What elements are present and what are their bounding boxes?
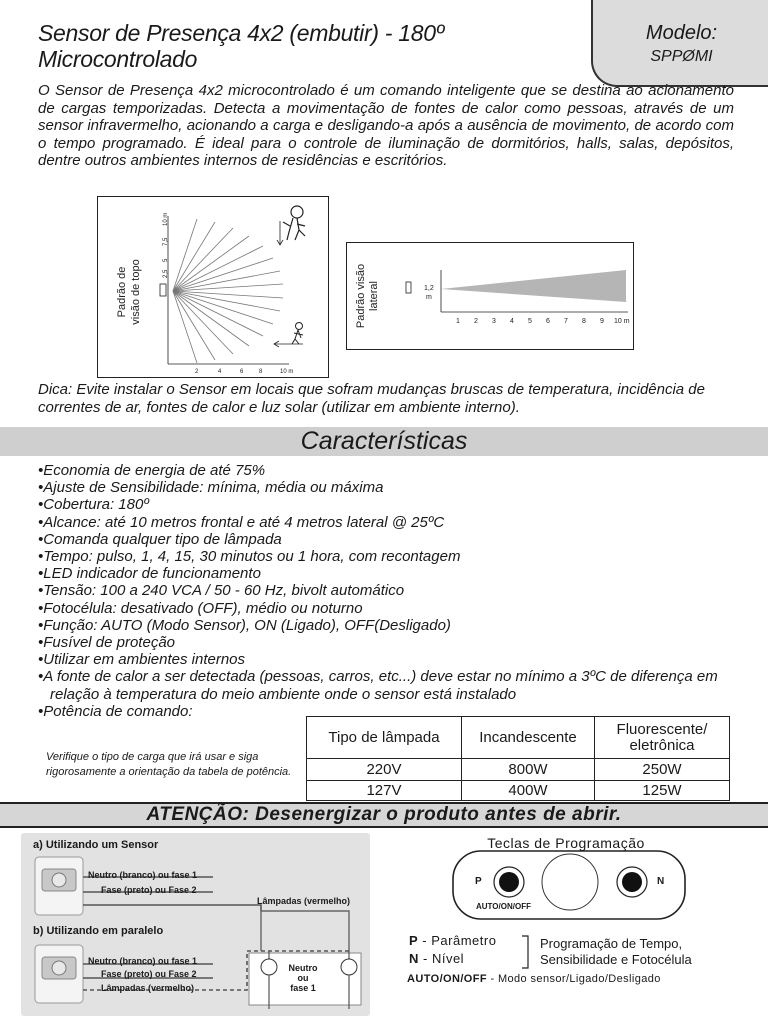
auto-mode-legend bbox=[407, 973, 661, 985]
model-box bbox=[591, 0, 768, 87]
feature-item: • Alcance: até 10 metros frontal e até 4 metros lateral @ 25ºC bbox=[38, 514, 748, 531]
feature-item: • Potência de comando: bbox=[38, 703, 748, 720]
neutral-box-label bbox=[279, 963, 327, 993]
height-unit: m bbox=[426, 294, 432, 301]
section-bar bbox=[0, 427, 768, 456]
table-header-row bbox=[307, 717, 730, 759]
x-tick: 2 bbox=[195, 369, 199, 375]
top-view-label-2: visão de topo bbox=[130, 259, 142, 325]
programming-title: Teclas de Programação bbox=[487, 835, 645, 851]
sensor-device-icon bbox=[35, 857, 83, 915]
wiring-panel bbox=[21, 833, 370, 1016]
legend-desc-line: Programação de Tempo, bbox=[540, 936, 683, 951]
key-p-label: P bbox=[475, 876, 482, 887]
tip-paragraph: Dica: Evite instalar o Sensor em locais que sofram mudanças bruscas de temperatura, incidência de correntes de ar, fontes de calor e luz solar (utilizar em ambiente interno). bbox=[38, 381, 705, 416]
table-cell: 250W bbox=[595, 759, 730, 781]
box-label-line: Neutro bbox=[288, 963, 318, 973]
feature-item: • Fusível de proteção bbox=[38, 634, 748, 651]
height-value: 1,2 bbox=[424, 285, 434, 292]
feature-item: • Comanda qualquer tipo de lâmpada bbox=[38, 531, 748, 548]
feature-item: • Economia de energia de até 75% bbox=[38, 462, 748, 479]
title-line-2: Microcontrolado bbox=[38, 46, 198, 72]
x-tick: 5 bbox=[528, 318, 532, 325]
x-tick: 4 bbox=[218, 369, 222, 375]
feature-item: • Função: AUTO (Modo Sensor), ON (Ligado), OFF(Desligado) bbox=[38, 617, 748, 634]
wire-label: Neutro (branco) ou fase 1 bbox=[88, 956, 198, 966]
auto-key: AUTO/ON/OFF bbox=[407, 973, 487, 985]
feature-item: • Cobertura: 180º bbox=[38, 496, 748, 513]
model-label: Modelo: bbox=[645, 22, 718, 44]
table-cell: 127V bbox=[307, 781, 462, 801]
x-tick: 6 bbox=[546, 318, 550, 325]
wire-label: Fase (preto) ou Fase 2 bbox=[101, 885, 197, 895]
x-tick: 10 m bbox=[614, 318, 630, 325]
table-header: Fluorescente/ eletrônica bbox=[595, 717, 730, 759]
wiring-title-b: b) Utilizando em paralelo bbox=[33, 925, 164, 937]
wiring-title-a: a) Utilizando um Sensor bbox=[33, 839, 159, 851]
feature-item: • LED indicador de funcionamento bbox=[38, 565, 748, 582]
wire-label: Lâmpadas (vermelho) bbox=[257, 896, 351, 906]
x-tick: 4 bbox=[510, 318, 514, 325]
side-view-label-1: Padrão visão bbox=[355, 263, 367, 329]
top-view-diagram bbox=[97, 196, 329, 378]
x-tick: 10 m bbox=[280, 369, 294, 375]
table-cell: 125W bbox=[595, 781, 730, 801]
key-n-label: N bbox=[657, 876, 665, 887]
feature-item: • A fonte de calor a ser detectada (pessoas, carros, etc...) deve estar no mínimo a 3ºC de diferença em relação à temperatura do meio ambiente onde o sensor está instalado bbox=[38, 668, 748, 702]
x-tick: 2 bbox=[474, 318, 478, 325]
led-window bbox=[542, 854, 598, 910]
y-tick: 7,5 bbox=[163, 237, 169, 246]
legend-n-text: - Nível bbox=[423, 951, 465, 966]
table-header: Incandescente bbox=[462, 717, 595, 759]
x-tick: 1 bbox=[456, 318, 460, 325]
side-view-diagram bbox=[346, 242, 634, 350]
warning-text: ATENÇÃO: Desenergizar o produto antes de abrir. bbox=[146, 804, 622, 825]
sensor-device-icon bbox=[35, 945, 83, 1003]
table-row bbox=[307, 781, 730, 801]
legend-n bbox=[409, 951, 464, 966]
side-view-label-2: lateral bbox=[368, 281, 380, 311]
x-tick: 9 bbox=[600, 318, 604, 325]
feature-item: • Tensão: 100 a 240 VCA / 50 - 60 Hz, bivolt automático bbox=[38, 582, 748, 599]
wire-label: Lâmpadas (vermelho) bbox=[101, 983, 195, 993]
power-note: Verifique o tipo de carga que irá usar e siga rigorosamente a orientação da tabela de potência. bbox=[46, 751, 292, 778]
table-row bbox=[307, 759, 730, 781]
brace-icon bbox=[520, 935, 532, 969]
legend-p bbox=[409, 933, 496, 948]
intro-paragraph: O Sensor de Presença 4x2 microcontrolado é um comando inteligente que se destina ao acionamento de cargas temporizadas. Detecta a movimentação de fontes de calor como pessoas, através de um sensor infravermelho, acionando a carga e desligando-a após a ausência de movimento, de acordo com o tempo programado. É ideal para o controle de iluminação de dormitórios, halls, salas, depósitos, dentre outros ambientes internos de residências e escritórios. bbox=[38, 82, 734, 169]
key-auto-label: AUTO/ON/OFF bbox=[476, 902, 531, 911]
table-header: Tipo de lâmpada bbox=[307, 717, 462, 759]
top-view-label-1: Padrão de bbox=[116, 266, 128, 318]
table-cell: 800W bbox=[462, 759, 595, 781]
legend-n-key: N bbox=[409, 951, 419, 966]
legend-p-text: - Parâmetro bbox=[422, 933, 497, 948]
feature-item: • Fotocélula: desativado (OFF), médio ou noturno bbox=[38, 600, 748, 617]
legend-description bbox=[540, 936, 692, 968]
model-code: SPPØMI bbox=[650, 48, 713, 65]
power-table bbox=[306, 716, 730, 801]
x-tick: 8 bbox=[582, 318, 586, 325]
feature-item: • Utilizar em ambientes internos bbox=[38, 651, 748, 668]
page-title bbox=[38, 20, 444, 72]
y-tick: 5 bbox=[163, 258, 169, 262]
section-title: Características bbox=[300, 427, 468, 455]
warning-bar bbox=[0, 802, 768, 828]
legend-desc-line: Sensibilidade e Fotocélula bbox=[540, 952, 692, 967]
auto-text: - Modo sensor/Ligado/Desligado bbox=[486, 973, 661, 985]
x-tick: 3 bbox=[492, 318, 496, 325]
feature-item: • Ajuste de Sensibilidade: mínima, média ou máxima bbox=[38, 479, 748, 496]
legend-p-key: P bbox=[409, 933, 419, 948]
box-label-line: ou bbox=[297, 973, 309, 983]
table-cell: 400W bbox=[462, 781, 595, 801]
key-p-button[interactable] bbox=[491, 870, 523, 902]
feature-item: • Tempo: pulso, 1, 4, 15, 30 minutos ou 1 hora, com recontagem bbox=[38, 548, 748, 565]
features-list bbox=[38, 462, 748, 720]
title-line-1: Sensor de Presença 4x2 (embutir) - 180º bbox=[38, 20, 444, 46]
x-tick: 8 bbox=[259, 369, 263, 375]
wire-label: Neutro (branco) ou fase 1 bbox=[88, 870, 198, 880]
key-n-button[interactable] bbox=[614, 870, 646, 902]
box-label-line: fase 1 bbox=[290, 983, 316, 993]
wire-label: Fase (preto) ou Fase 2 bbox=[101, 969, 197, 979]
x-tick: 6 bbox=[240, 369, 244, 375]
y-tick: 10 m bbox=[163, 212, 169, 226]
x-tick: 7 bbox=[564, 318, 568, 325]
table-cell: 220V bbox=[307, 759, 462, 781]
y-tick: 2,5 bbox=[163, 269, 169, 278]
